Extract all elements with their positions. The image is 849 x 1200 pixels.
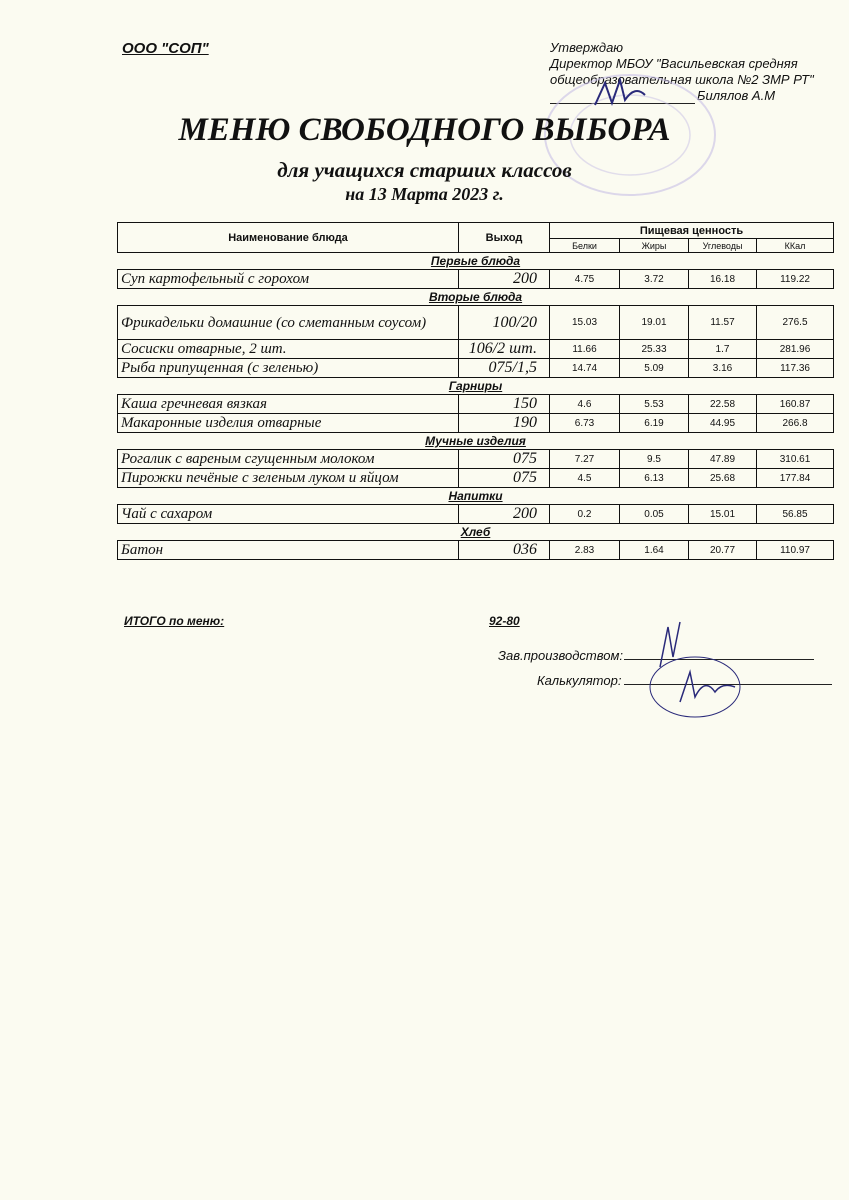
- carbs-value: 3.16: [689, 359, 757, 378]
- category-label: Первые блюда: [118, 253, 834, 270]
- dish-output: 075: [459, 450, 550, 469]
- carbs-value: 20.77: [689, 541, 757, 560]
- dish-name: Пирожки печёные с зеленым луком и яйцом: [118, 469, 459, 488]
- proteins-value: 0.2: [550, 505, 620, 524]
- col-header-carbs: Углеводы: [689, 239, 757, 253]
- fats-value: 5.53: [620, 395, 689, 414]
- proteins-value: 2.83: [550, 541, 620, 560]
- dish-row: [118, 541, 834, 560]
- col-header-name: Наименование блюда: [118, 223, 459, 253]
- kcal-value: 160.87: [757, 395, 834, 414]
- menu-date: на 13 Марта 2023 г.: [345, 184, 504, 204]
- category-label: Мучные изделия: [118, 433, 834, 450]
- dish-output: 075: [459, 469, 550, 488]
- dish-name: Фрикадельки домашние (со сметанным соусом): [118, 306, 459, 340]
- category-row: [118, 488, 834, 505]
- carbs-value: 44.95: [689, 414, 757, 433]
- proteins-value: 4.6: [550, 395, 620, 414]
- total-value: 92-80: [489, 614, 520, 628]
- approval-line: Директор МБОУ "Васильевская средняя: [550, 56, 798, 71]
- proteins-value: 14.74: [550, 359, 620, 378]
- category-label: Гарниры: [118, 378, 834, 395]
- dish-output: 150: [459, 395, 550, 414]
- category-row: [118, 433, 834, 450]
- director-signature-icon: [590, 75, 650, 115]
- carbs-value: 15.01: [689, 505, 757, 524]
- carbs-value: 11.57: [689, 306, 757, 340]
- dish-output: 190: [459, 414, 550, 433]
- kcal-value: 177.84: [757, 469, 834, 488]
- fats-value: 0.05: [620, 505, 689, 524]
- carbs-value: 25.68: [689, 469, 757, 488]
- carbs-value: 16.18: [689, 270, 757, 289]
- fats-value: 5.09: [620, 359, 689, 378]
- col-header-proteins: Белки: [550, 239, 620, 253]
- dish-name: Суп картофельный с горохом: [118, 270, 459, 289]
- organization-name: ООО "СОП": [122, 40, 209, 57]
- dish-row: [118, 469, 834, 488]
- col-header-fats: Жиры: [620, 239, 689, 253]
- total-label: ИТОГО по меню:: [124, 614, 225, 628]
- proteins-value: 4.75: [550, 270, 620, 289]
- dish-output: 075/1,5: [459, 359, 550, 378]
- carbs-value: 47.89: [689, 450, 757, 469]
- category-row: [118, 524, 834, 541]
- kcal-value: 266.8: [757, 414, 834, 433]
- approval-line: Утверждаю: [550, 40, 624, 55]
- category-label: Напитки: [118, 488, 834, 505]
- proteins-value: 11.66: [550, 340, 620, 359]
- col-header-nutrition: Пищевая ценность: [550, 223, 834, 239]
- carbs-value: 1.7: [689, 340, 757, 359]
- dish-name: Чай с сахаром: [118, 505, 459, 524]
- category-label: Вторые блюда: [118, 289, 834, 306]
- kcal-value: 119.22: [757, 270, 834, 289]
- kcal-value: 56.85: [757, 505, 834, 524]
- director-name: Билялов А.М: [697, 88, 776, 103]
- fats-value: 9.5: [620, 450, 689, 469]
- production-label: Зав.производством:: [498, 648, 623, 663]
- category-label: Хлеб: [118, 524, 834, 541]
- dish-row: [118, 270, 834, 289]
- dish-row: [118, 450, 834, 469]
- fats-value: 1.64: [620, 541, 689, 560]
- menu-table: [117, 222, 834, 560]
- dish-row: [118, 306, 834, 340]
- dish-row: [118, 505, 834, 524]
- handwritten-signature-icon: [640, 612, 750, 722]
- dish-output: 036: [459, 541, 550, 560]
- carbs-value: 22.58: [689, 395, 757, 414]
- category-row: [118, 378, 834, 395]
- dish-name: Макаронные изделия отварные: [118, 414, 459, 433]
- dish-name: Рыба припущенная (с зеленью): [118, 359, 459, 378]
- category-row: [118, 253, 834, 270]
- dish-name: Батон: [118, 541, 459, 560]
- kcal-value: 110.97: [757, 541, 834, 560]
- kcal-value: 276.5: [757, 306, 834, 340]
- page-subtitle: для учащихся старших классов: [277, 158, 572, 182]
- dish-row: [118, 340, 834, 359]
- dish-output: 200: [459, 505, 550, 524]
- category-row: [118, 289, 834, 306]
- dish-row: [118, 359, 834, 378]
- col-header-kcal: ККал: [757, 239, 834, 253]
- fats-value: 6.19: [620, 414, 689, 433]
- dish-row: [118, 395, 834, 414]
- fats-value: 3.72: [620, 270, 689, 289]
- proteins-value: 7.27: [550, 450, 620, 469]
- kcal-value: 117.36: [757, 359, 834, 378]
- fats-value: 6.13: [620, 469, 689, 488]
- approval-line: общеобразовательная школа №2 ЗМР РТ": [550, 72, 814, 87]
- page-title: МЕНЮ СВОБОДНОГО ВЫБОРА: [178, 112, 671, 148]
- proteins-value: 15.03: [550, 306, 620, 340]
- fats-value: 25.33: [620, 340, 689, 359]
- kcal-value: 310.61: [757, 450, 834, 469]
- col-header-output: Выход: [459, 223, 550, 253]
- calculator-label: Калькулятор:: [537, 673, 622, 688]
- dish-name: Каша гречневая вязкая: [118, 395, 459, 414]
- fats-value: 19.01: [620, 306, 689, 340]
- dish-output: 106/2 шт.: [459, 340, 550, 359]
- dish-name: Рогалик с вареным сгущенным молоком: [118, 450, 459, 469]
- dish-output: 100/20: [459, 306, 550, 340]
- dish-row: [118, 414, 834, 433]
- dish-output: 200: [459, 270, 550, 289]
- dish-name: Сосиски отварные, 2 шт.: [118, 340, 459, 359]
- proteins-value: 4.5: [550, 469, 620, 488]
- proteins-value: 6.73: [550, 414, 620, 433]
- kcal-value: 281.96: [757, 340, 834, 359]
